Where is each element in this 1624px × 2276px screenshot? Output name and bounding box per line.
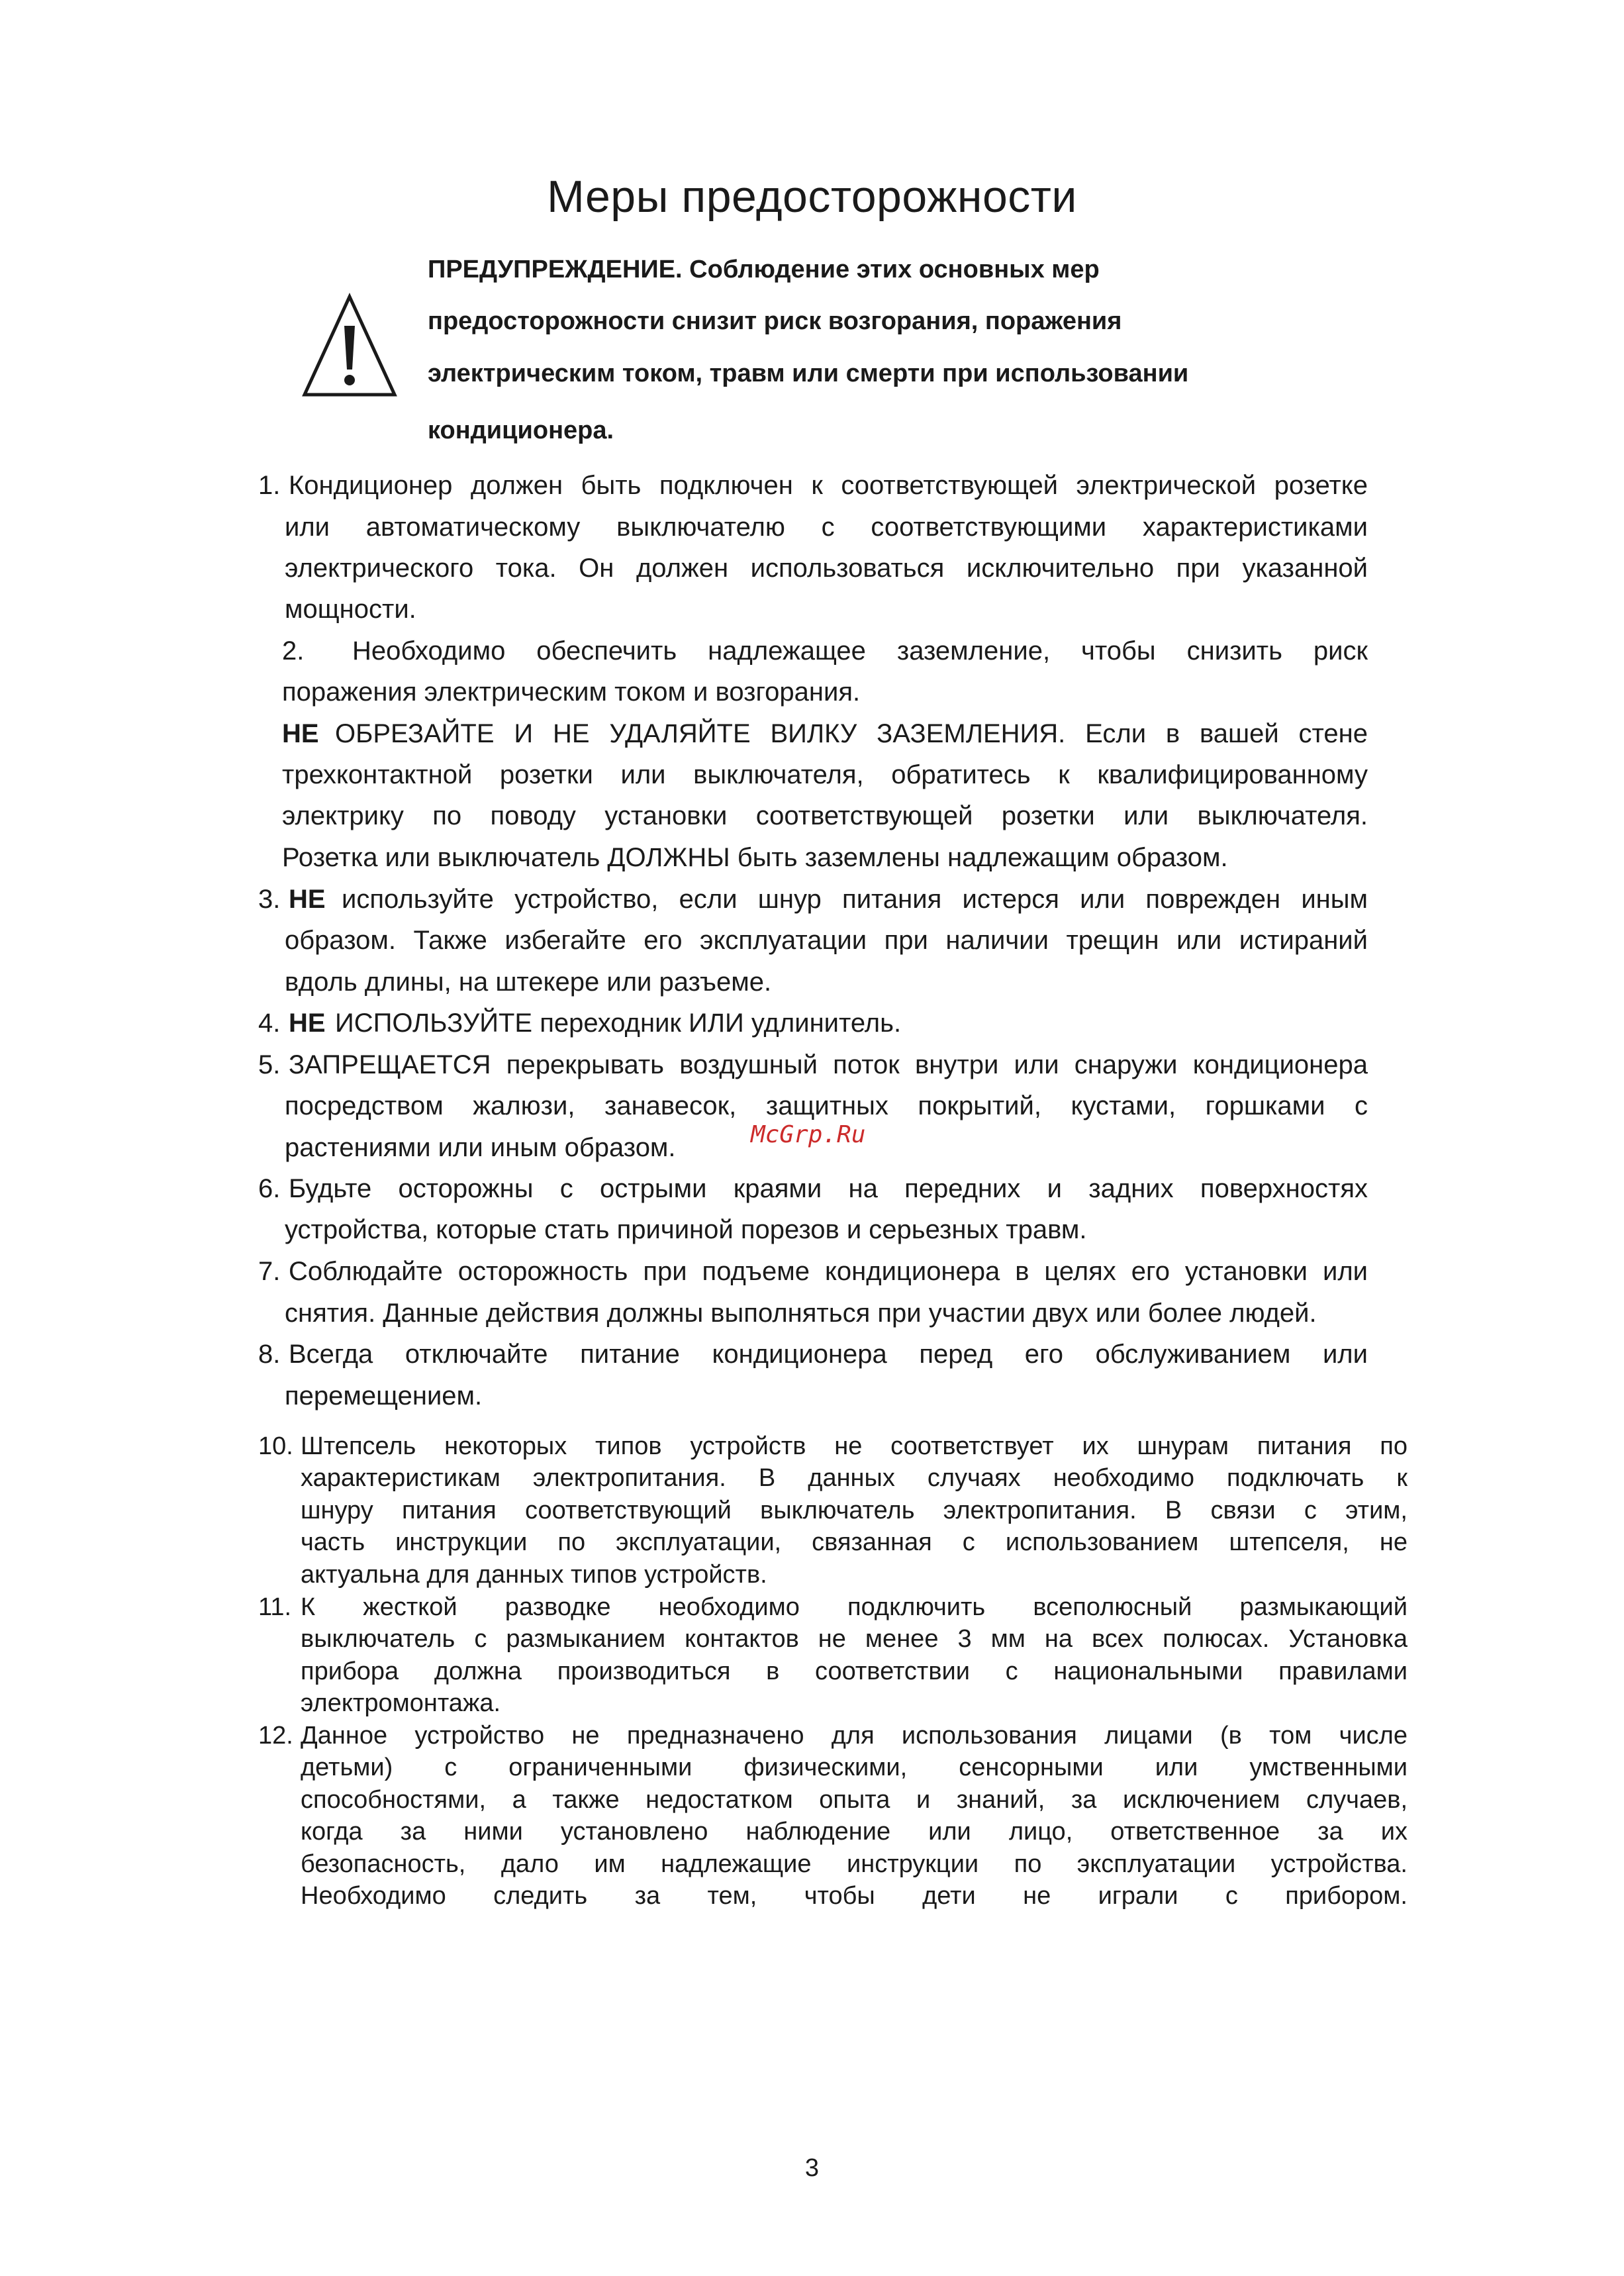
item-text-line: растениями или иным образом. <box>285 1133 676 1162</box>
item-text-line: ЗАПРЕЩАЕТСЯ перекрывать воздушный поток внутри или снаружи кондиционера <box>289 1050 1368 1079</box>
item-bold-prefix: НЕ <box>289 1009 326 1038</box>
warning-text-line: ПРЕДУПРЕЖДЕНИЕ. Соблюдение этих основных мер <box>428 256 1100 283</box>
item-number: 7. <box>258 1257 281 1286</box>
item-number: 5. <box>258 1050 281 1079</box>
item-text-line: вдоль длины, на штекере или разъеме. <box>285 967 772 997</box>
item-number: 3. <box>258 885 281 914</box>
item-text-line: электромонтажа. <box>301 1689 501 1717</box>
item-text-line: поражения электрическим током и возгорания. <box>282 677 861 707</box>
item-number: 11. <box>258 1593 292 1621</box>
page-number: 3 <box>804 2154 820 2182</box>
item-text-line: когда за ними установлено наблюдение или лицо, ответственное за их <box>301 1818 1408 1846</box>
item-text-line: безопасность, дало им надлежащие инструкции по эксплуатации устройства. <box>301 1850 1408 1878</box>
item-text-line: устройства, которые стать причиной порезов и серьезных травм. <box>285 1215 1087 1244</box>
item-text-line: электрику по поводу установки соответствующей розетки или выключателя. <box>282 801 1368 830</box>
item-text-line: Штепсель некоторых типов устройств не соответствует их шнурам питания по <box>301 1432 1408 1460</box>
item-number: 6. <box>258 1174 281 1203</box>
item-text-line: часть инструкции по эксплуатации, связанная с использованием штепселя, не <box>301 1528 1408 1556</box>
item-text-line: образом. Также избегайте его эксплуатации при наличии трещин или истираний <box>285 926 1368 955</box>
item-text-line: Данное устройство не предназначено для использования лицами (в том числе <box>301 1722 1408 1750</box>
item-text-line: трехконтактной розетки или выключателя, обратитесь к квалифицированному <box>282 760 1368 789</box>
item-text-line: Будьте осторожны с острыми краями на передних и задних поверхностях <box>289 1174 1368 1203</box>
item-bold-prefix: НЕ <box>289 885 326 914</box>
item-text-line: Кондиционер должен быть подключен к соответствующей электрической розетке <box>289 471 1368 500</box>
item-text-line: Розетка или выключатель ДОЛЖНЫ быть заземлены надлежащим образом. <box>282 843 1228 872</box>
item-text-line: используйте устройство, если шнур питания истерся или поврежден иным <box>342 885 1368 914</box>
item-text-line: посредством жалюзи, занавесок, защитных покрытий, кустами, горшками с <box>285 1091 1368 1120</box>
item-text-line: ИСПОЛЬЗУЙТЕ переходник ИЛИ удлинитель. <box>335 1009 902 1038</box>
watermark: McGrp.Ru <box>751 1121 866 1148</box>
item-number: 8. <box>258 1340 281 1369</box>
item-text-line: перемещением. <box>285 1381 483 1410</box>
item-text-line: К жесткой разводке необходимо подключить всеполюсный размыкающий <box>301 1593 1408 1621</box>
item-text-line: мощности. <box>285 595 416 624</box>
item-text-line: Всегда отключайте питание кондиционера перед его обслуживанием или <box>289 1340 1368 1369</box>
item-text-line: способностями, а также недостатком опыта и знаний, за исключением случаев, <box>301 1786 1408 1814</box>
item-text-line: или автоматическому выключателю с соответствующими характеристиками <box>285 513 1368 542</box>
item-text-line: шнуру питания соответствующий выключатель электропитания. В связи с этим, <box>301 1497 1408 1524</box>
item-text-line: актуальна для данных типов устройств. <box>301 1561 767 1589</box>
item-text-line: Необходимо обеспечить надлежащее заземление, чтобы снизить риск <box>352 636 1368 666</box>
warning-triangle-icon <box>301 291 399 400</box>
item-text-line: ОБРЕЗАЙТЕ И НЕ УДАЛЯЙТЕ ВИЛКУ ЗАЗЕМЛЕНИЯ. Если в вашей стене <box>335 719 1368 748</box>
page-title: Меры предосторожности <box>547 172 1077 222</box>
item-text-line: выключатель с размыканием контактов не менее 3 мм на всех полюсах. Установка <box>301 1625 1408 1653</box>
item-text-line: электрического тока. Он должен использоваться исключительно при указанной <box>285 554 1368 583</box>
item-text-line: характеристикам электропитания. В данных случаях необходимо подключать к <box>301 1464 1408 1492</box>
item-number: 10. <box>258 1432 293 1460</box>
warning-text-line: кондиционера. <box>428 417 614 444</box>
item-text-line: снятия. Данные действия должны выполняться при участии двух или более людей. <box>285 1299 1317 1328</box>
item-text-line: прибора должна производиться в соответствии с национальными правилами <box>301 1658 1408 1685</box>
item-text-line: детьми) с ограниченными физическими, сенсорными или умственными <box>301 1754 1408 1781</box>
warning-text-line: электрическим током, травм или смерти при использовании <box>428 360 1189 387</box>
item-number: 4. <box>258 1009 281 1038</box>
item-text-line: Соблюдайте осторожность при подъеме кондиционера в целях его установки или <box>289 1257 1368 1286</box>
item-bold-prefix: НЕ <box>282 719 319 748</box>
item-number: 12. <box>258 1722 293 1750</box>
item-number: 2. <box>282 636 305 666</box>
item-text-line: Необходимо следить за тем, чтобы дети не играли с прибором. <box>301 1882 1408 1910</box>
warning-text-line: предосторожности снизит риск возгорания, поражения <box>428 307 1122 335</box>
item-number: 1. <box>258 471 281 500</box>
